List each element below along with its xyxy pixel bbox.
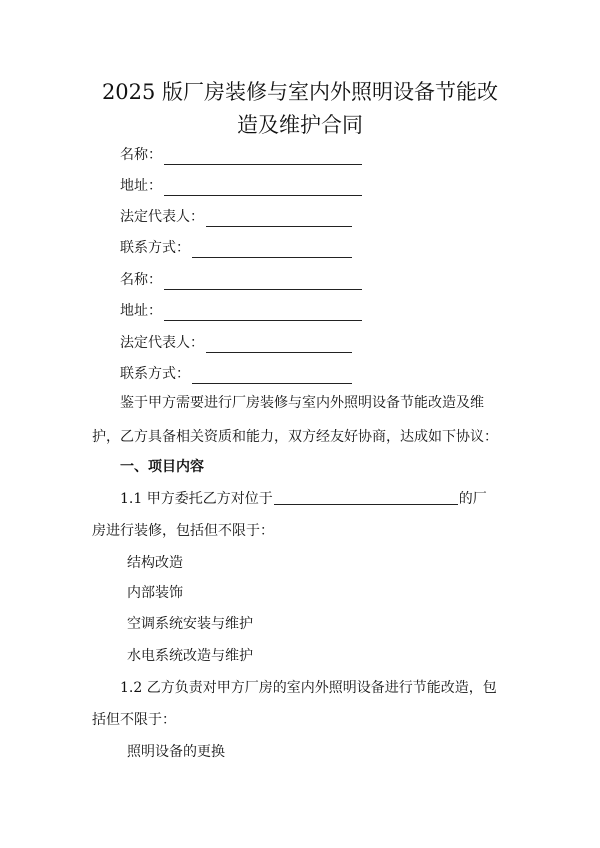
clause-1-1-line-2: 房进行装修，包括但不限于： — [92, 523, 274, 539]
party-b-name-field — [120, 266, 362, 290]
list-item: 结构改造 — [127, 555, 183, 571]
clause-1-1-line-1 — [120, 489, 487, 509]
party-b-rep-blank[interactable] — [206, 336, 352, 353]
clause-1-2-line-2: 括但不限于： — [92, 712, 176, 728]
party-a-name-field — [120, 141, 362, 165]
party-a-address-label: 地址： — [120, 178, 162, 194]
section-1-heading: 一、项目内容 — [120, 459, 204, 475]
party-b-address-field — [120, 297, 362, 321]
list-item: 照明设备的更换 — [127, 744, 225, 760]
contract-title-line-2: 造及维护合同 — [237, 113, 363, 137]
party-a-rep-blank[interactable] — [206, 210, 352, 227]
factory-location-blank[interactable] — [274, 490, 458, 505]
party-a-address-field — [120, 172, 362, 196]
party-b-contact-label: 联系方式： — [120, 366, 190, 382]
list-item: 内部装饰 — [127, 585, 183, 601]
party-b-address-label: 地址： — [120, 303, 162, 319]
preamble-line-2: 护，乙方具备相关资质和能力，双方经友好协商，达成如下协议： — [92, 429, 498, 445]
contract-title-line-1: 2025 版厂房装修与室内外照明设备节能改 — [101, 80, 499, 104]
party-a-rep-field — [120, 203, 352, 227]
party-a-contact-label: 联系方式： — [120, 240, 190, 256]
party-a-rep-label: 法定代表人： — [120, 209, 204, 225]
party-a-name-blank[interactable] — [164, 148, 362, 165]
party-b-name-blank[interactable] — [164, 273, 362, 290]
party-b-rep-field — [120, 329, 352, 353]
party-b-contact-blank[interactable] — [192, 367, 352, 384]
clause-1-1-text-before: 1.1 甲方委托乙方对位于 — [120, 491, 273, 507]
party-a-name-label: 名称： — [120, 147, 162, 163]
party-b-name-label: 名称： — [120, 272, 162, 288]
party-b-rep-label: 法定代表人： — [120, 335, 204, 351]
party-a-contact-blank[interactable] — [192, 241, 352, 258]
party-a-contact-field — [120, 234, 352, 258]
clause-1-2-line-1: 1.2 乙方负责对甲方厂房的室内外照明设备进行节能改造，包 — [120, 680, 497, 696]
list-item: 水电系统改造与维护 — [127, 648, 253, 664]
list-item: 空调系统安装与维护 — [127, 616, 253, 632]
party-b-address-blank[interactable] — [164, 304, 362, 321]
clause-1-1-text-after: 的厂 — [458, 491, 487, 507]
party-b-contact-field — [120, 360, 352, 384]
party-a-address-blank[interactable] — [164, 179, 362, 196]
preamble-line-1: 鉴于甲方需要进行厂房装修与室内外照明设备节能改造及维 — [120, 395, 484, 411]
